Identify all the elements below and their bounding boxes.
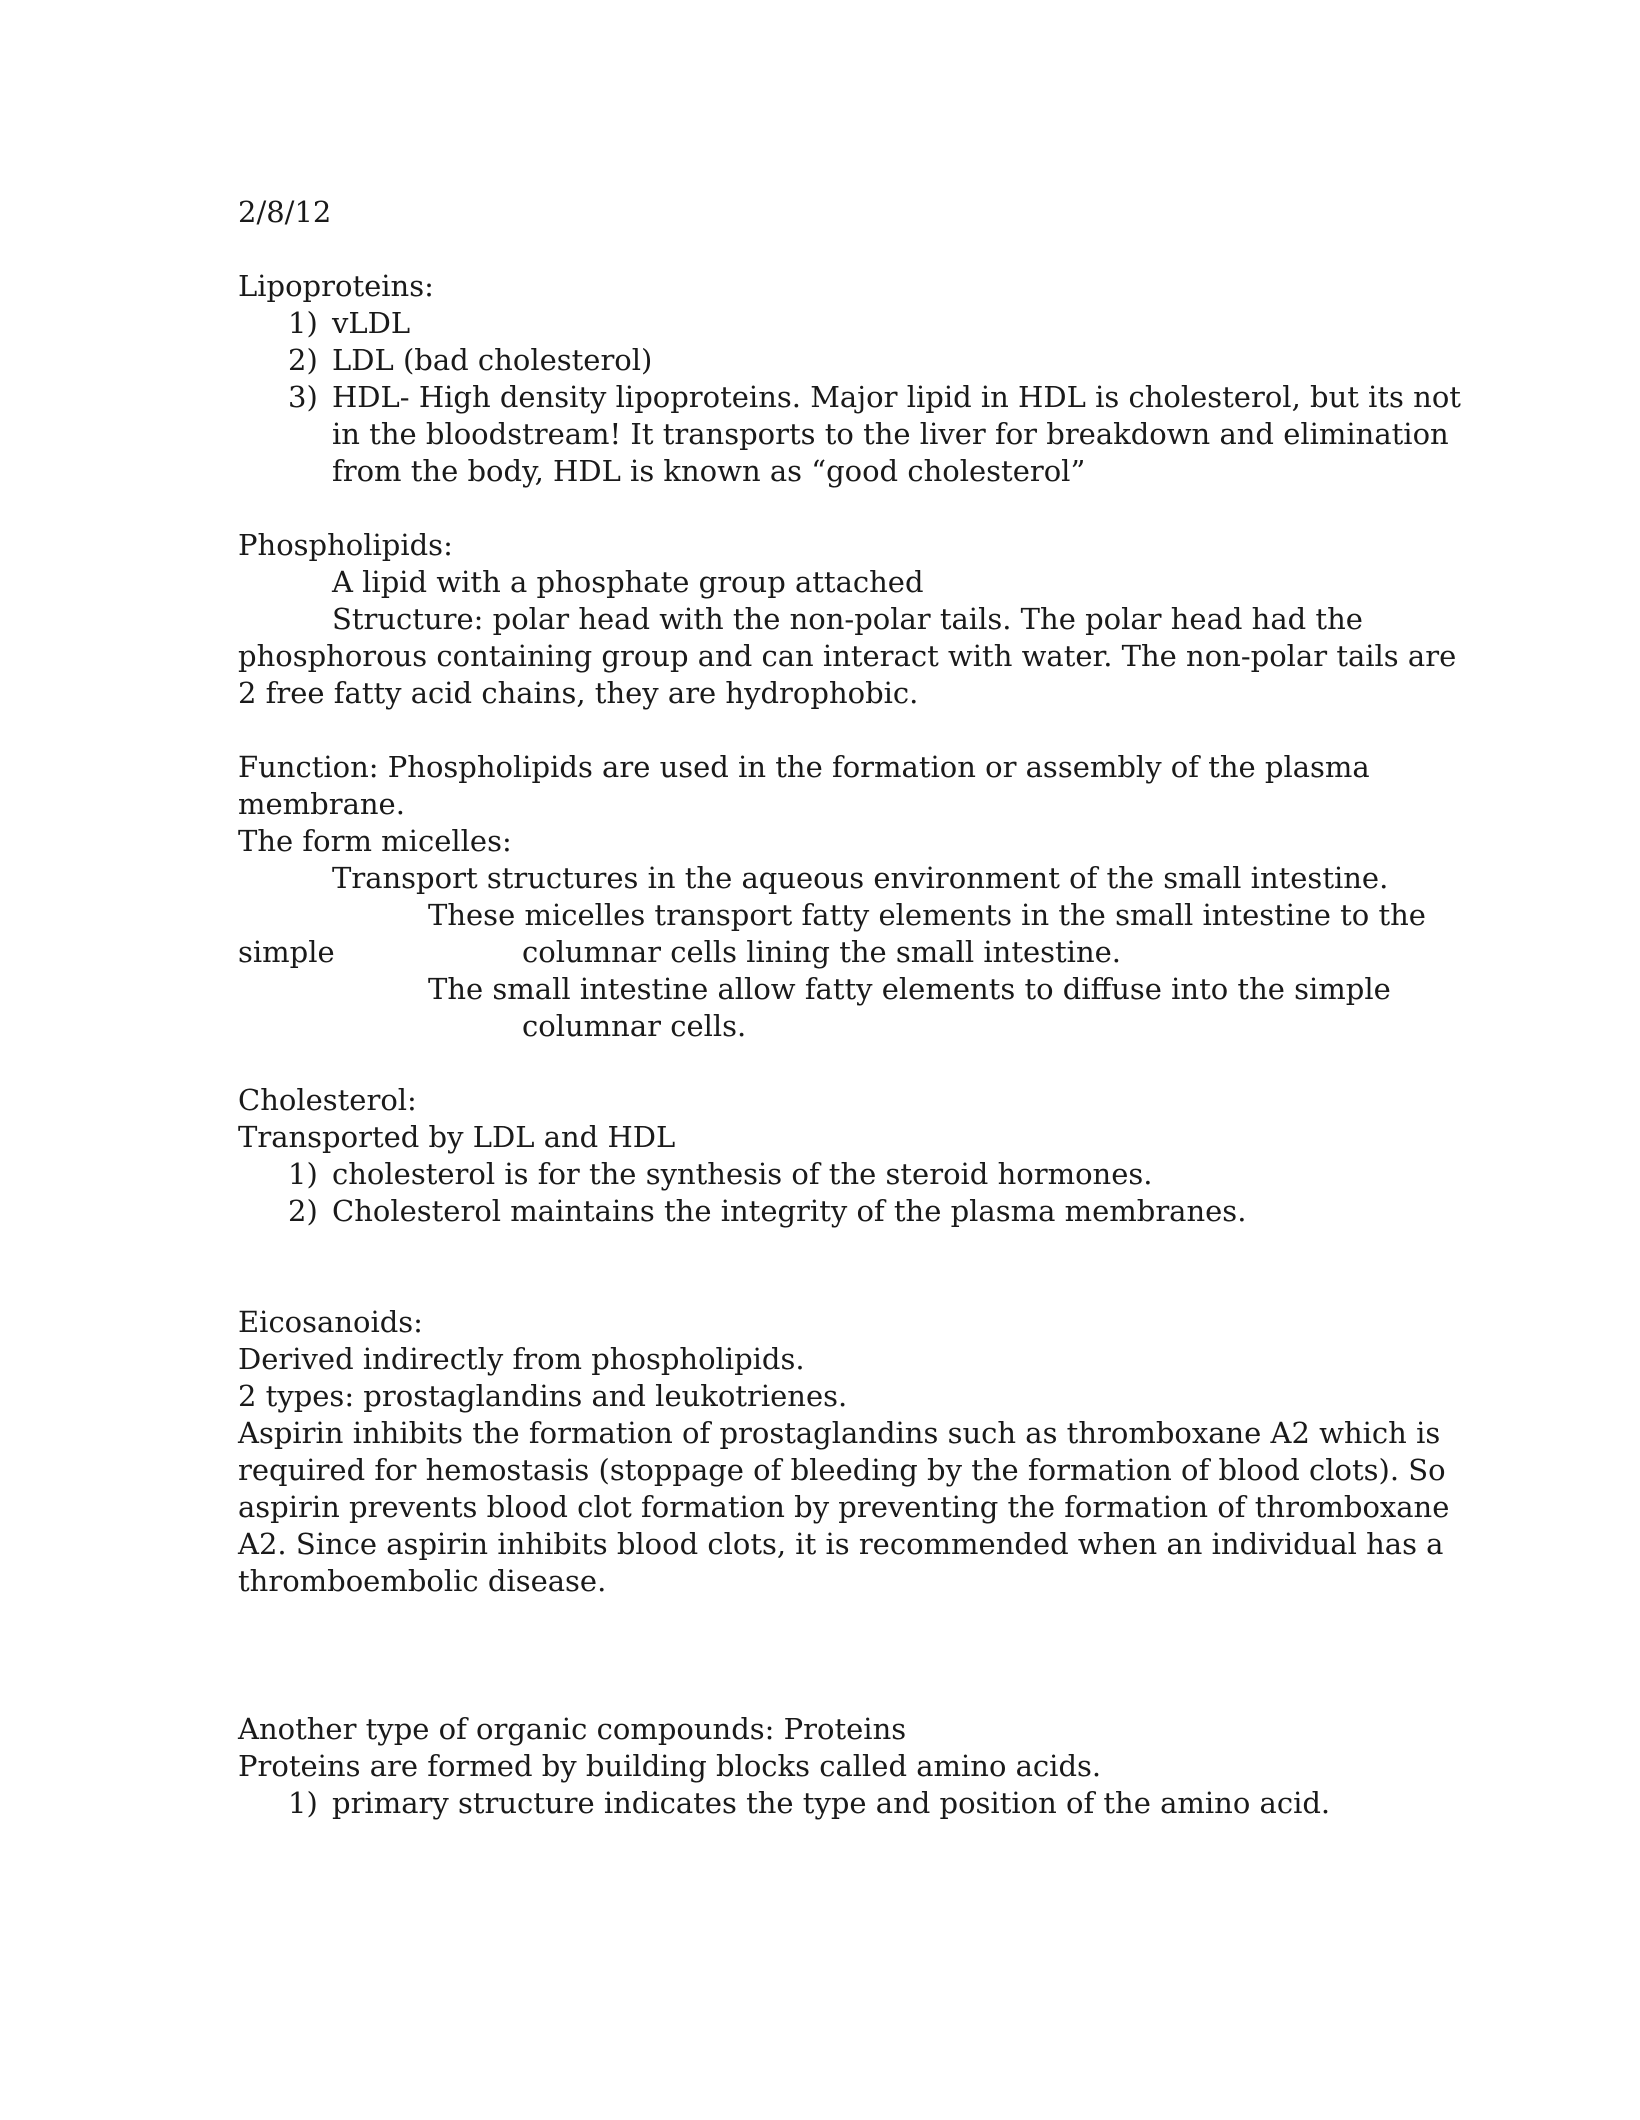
list-number: 2) <box>288 343 318 377</box>
eicosanoids-types: 2 types: prostaglandins and leukotrienes. <box>238 1379 848 1413</box>
aspirin-text: A2. Since aspirin inhibits blood clots, it is recommended when an individual has a <box>238 1527 1444 1561</box>
micelles-heading: The form micelles: <box>238 824 512 858</box>
function-text: membrane. <box>238 787 405 821</box>
list-item: LDL (bad cholesterol) <box>332 343 653 377</box>
list-number: 1) <box>288 1157 318 1191</box>
list-item: cholesterol is for the synthesis of the steroid hormones. <box>332 1157 1153 1191</box>
proteins-heading: Another type of organic compounds: Proteins <box>238 1712 907 1746</box>
aspirin-text: Aspirin inhibits the formation of prostaglandins such as thromboxane A2 which is <box>238 1416 1441 1450</box>
cholesterol-heading: Cholesterol: <box>238 1083 417 1117</box>
lipoproteins-heading: Lipoproteins: <box>238 269 434 303</box>
list-item: Cholesterol maintains the integrity of the plasma membranes. <box>332 1194 1247 1228</box>
micelles-text: These micelles transport fatty elements in the small intestine to the <box>428 898 1426 932</box>
list-item: vLDL <box>332 306 411 340</box>
date: 2/8/12 <box>238 195 332 229</box>
eicosanoids-heading: Eicosanoids: <box>238 1305 423 1339</box>
cholesterol-transport: Transported by LDL and HDL <box>238 1120 676 1154</box>
list-number: 1) <box>288 306 318 340</box>
micelles-text: The small intestine allow fatty elements to diffuse into the simple <box>428 972 1391 1006</box>
micelles-stray-word: simple <box>238 935 335 969</box>
phospholipids-heading: Phospholipids: <box>238 528 453 562</box>
function-text: Function: Phospholipids are used in the formation or assembly of the plasma <box>238 750 1370 784</box>
list-item: HDL- High density lipoproteins. Major lipid in HDL is cholesterol, but its not <box>332 380 1461 414</box>
phospholipids-structure: phosphorous containing group and can interact with water. The non-polar tails are <box>238 639 1457 673</box>
aspirin-text: aspirin prevents blood clot formation by preventing the formation of thromboxane <box>238 1490 1450 1524</box>
list-item-continuation: in the bloodstream! It transports to the liver for breakdown and elimination <box>332 417 1449 451</box>
phospholipids-structure: 2 free fatty acid chains, they are hydrophobic. <box>238 676 919 710</box>
list-number: 1) <box>288 1786 318 1820</box>
aspirin-text: required for hemostasis (stoppage of bleeding by the formation of blood clots). So <box>238 1453 1446 1487</box>
list-item: primary structure indicates the type and position of the amino acid. <box>332 1786 1331 1820</box>
proteins-intro: Proteins are formed by building blocks called amino acids. <box>238 1749 1102 1783</box>
eicosanoids-derived: Derived indirectly from phospholipids. <box>238 1342 805 1376</box>
micelles-text: columnar cells lining the small intestine. <box>522 935 1122 969</box>
phospholipids-structure: Structure: polar head with the non-polar tails. The polar head had the <box>332 602 1363 636</box>
list-number: 3) <box>288 380 318 414</box>
list-number: 2) <box>288 1194 318 1228</box>
list-item-continuation: from the body, HDL is known as “good cholesterol” <box>332 454 1086 488</box>
micelles-intro: Transport structures in the aqueous environment of the small intestine. <box>332 861 1389 895</box>
aspirin-text: thromboembolic disease. <box>238 1564 607 1598</box>
micelles-text: columnar cells. <box>522 1009 747 1043</box>
phospholipids-definition: A lipid with a phosphate group attached <box>332 565 924 599</box>
